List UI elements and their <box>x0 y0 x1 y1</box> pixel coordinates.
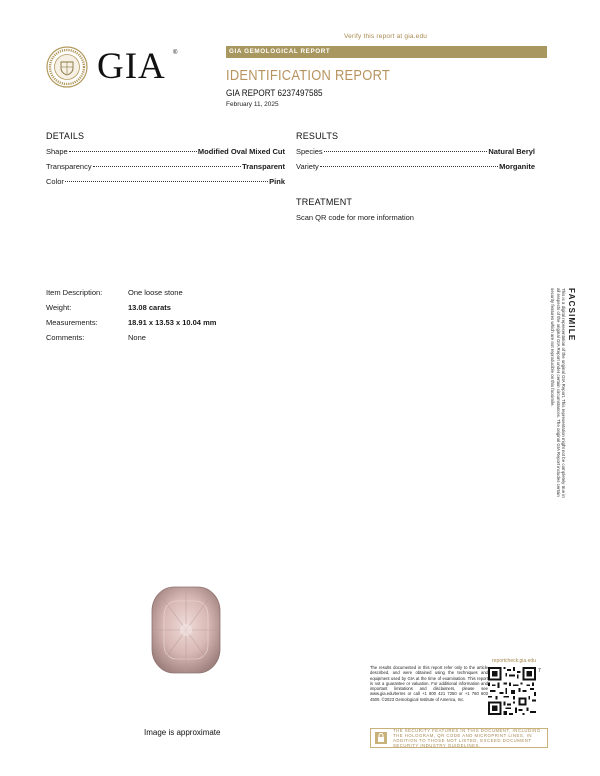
lock-icon <box>375 732 387 744</box>
facsimile-notice <box>550 288 576 498</box>
dot-leader <box>324 151 488 152</box>
item-label: Measurements: <box>46 318 98 327</box>
details-label: Color <box>46 177 64 186</box>
report-type-band: GIA GEMOLOGICAL REPORT <box>226 46 547 58</box>
results-value: Natural Beryl <box>488 147 535 156</box>
details-label: Shape <box>46 147 68 156</box>
qr-code-icon[interactable] <box>488 667 536 715</box>
dot-leader <box>65 181 268 182</box>
image-caption: Image is approximate <box>144 728 221 737</box>
dot-leader <box>320 166 498 167</box>
item-label: Item Description: <box>46 288 103 297</box>
gia-logo <box>46 46 182 88</box>
security-text: THE SECURITY FEATURES IN THIS DOCUMENT, INCLUDING THE HOLOGRAM, QR CODE AND MICROPRINT LINES, IN ADDITION TO THOSE NOT LISTED, EXCEED DOCUMENT SECURITY INDUSTRY GUIDELINES. <box>393 727 541 749</box>
dot-leader <box>93 166 241 167</box>
results-row-variety <box>296 162 535 171</box>
gia-seal-icon <box>46 46 88 88</box>
item-value: One loose stone <box>128 288 183 297</box>
item-value: 18.91 x 13.53 x 10.04 mm <box>128 318 217 327</box>
report-number: GIA REPORT 6237497585 <box>226 88 323 98</box>
facsimile-title: FACSIMILE <box>567 288 576 342</box>
facsimile-body: This is a digital representation of the original GIA Report. This representation might not be completely true in all respects of the original GIA Report under certain circumstances. The original GIA Report includes certain security features which are not reproducible on this facsimile. <box>550 288 566 498</box>
results-row-species <box>296 147 535 156</box>
registered-mark: ® <box>173 50 178 56</box>
treatment-text: Scan QR code for more information <box>296 213 414 222</box>
verify-link[interactable]: Verify this report at gia.edu <box>344 33 428 40</box>
results-heading: RESULTS <box>296 131 339 141</box>
measurements-row <box>46 318 216 327</box>
legal-disclaimer: The results documented in this report refer only to the article described, and were obtained using the techniques and equipment used by GIA at the time of examination. This report is not a guarantee or valuation. For additional information and important limitations and disclaimers, please see www.gia.edu/terms or call +1 800 421 7250 or +1 760 603 4500. ©2023 Gemological Institute of America, Inc. <box>370 665 488 702</box>
comments-row <box>46 333 146 342</box>
details-row-transparency <box>46 162 285 171</box>
item-value: None <box>128 333 146 342</box>
details-value: Modified Oval Mixed Cut <box>197 147 285 156</box>
results-label: Species <box>296 147 323 156</box>
qr-label: 7 <box>538 668 541 674</box>
details-row-shape <box>46 147 285 156</box>
details-row-color <box>46 177 285 186</box>
item-value: 13.08 carats <box>128 303 171 312</box>
dot-leader <box>69 151 197 152</box>
report-date: February 11, 2025 <box>226 101 279 108</box>
weight-row <box>46 303 171 312</box>
security-features-box <box>370 728 548 748</box>
details-value: Transparent <box>242 162 285 171</box>
reportcheck-link[interactable]: reportcheck.gia.edu <box>492 658 536 664</box>
item-label: Weight: <box>46 303 72 312</box>
results-value: Morganite <box>499 162 535 171</box>
details-heading: DETAILS <box>46 131 85 141</box>
item-description-row <box>46 288 183 297</box>
details-label: Transparency <box>46 162 92 171</box>
results-label: Variety <box>296 162 319 171</box>
item-label: Comments: <box>46 333 85 342</box>
gia-wordmark: GIA <box>97 46 166 87</box>
report-title: IDENTIFICATION REPORT <box>226 67 391 84</box>
details-value: Pink <box>269 177 285 186</box>
gemstone-image <box>150 585 222 675</box>
treatment-heading: TREATMENT <box>296 197 353 207</box>
